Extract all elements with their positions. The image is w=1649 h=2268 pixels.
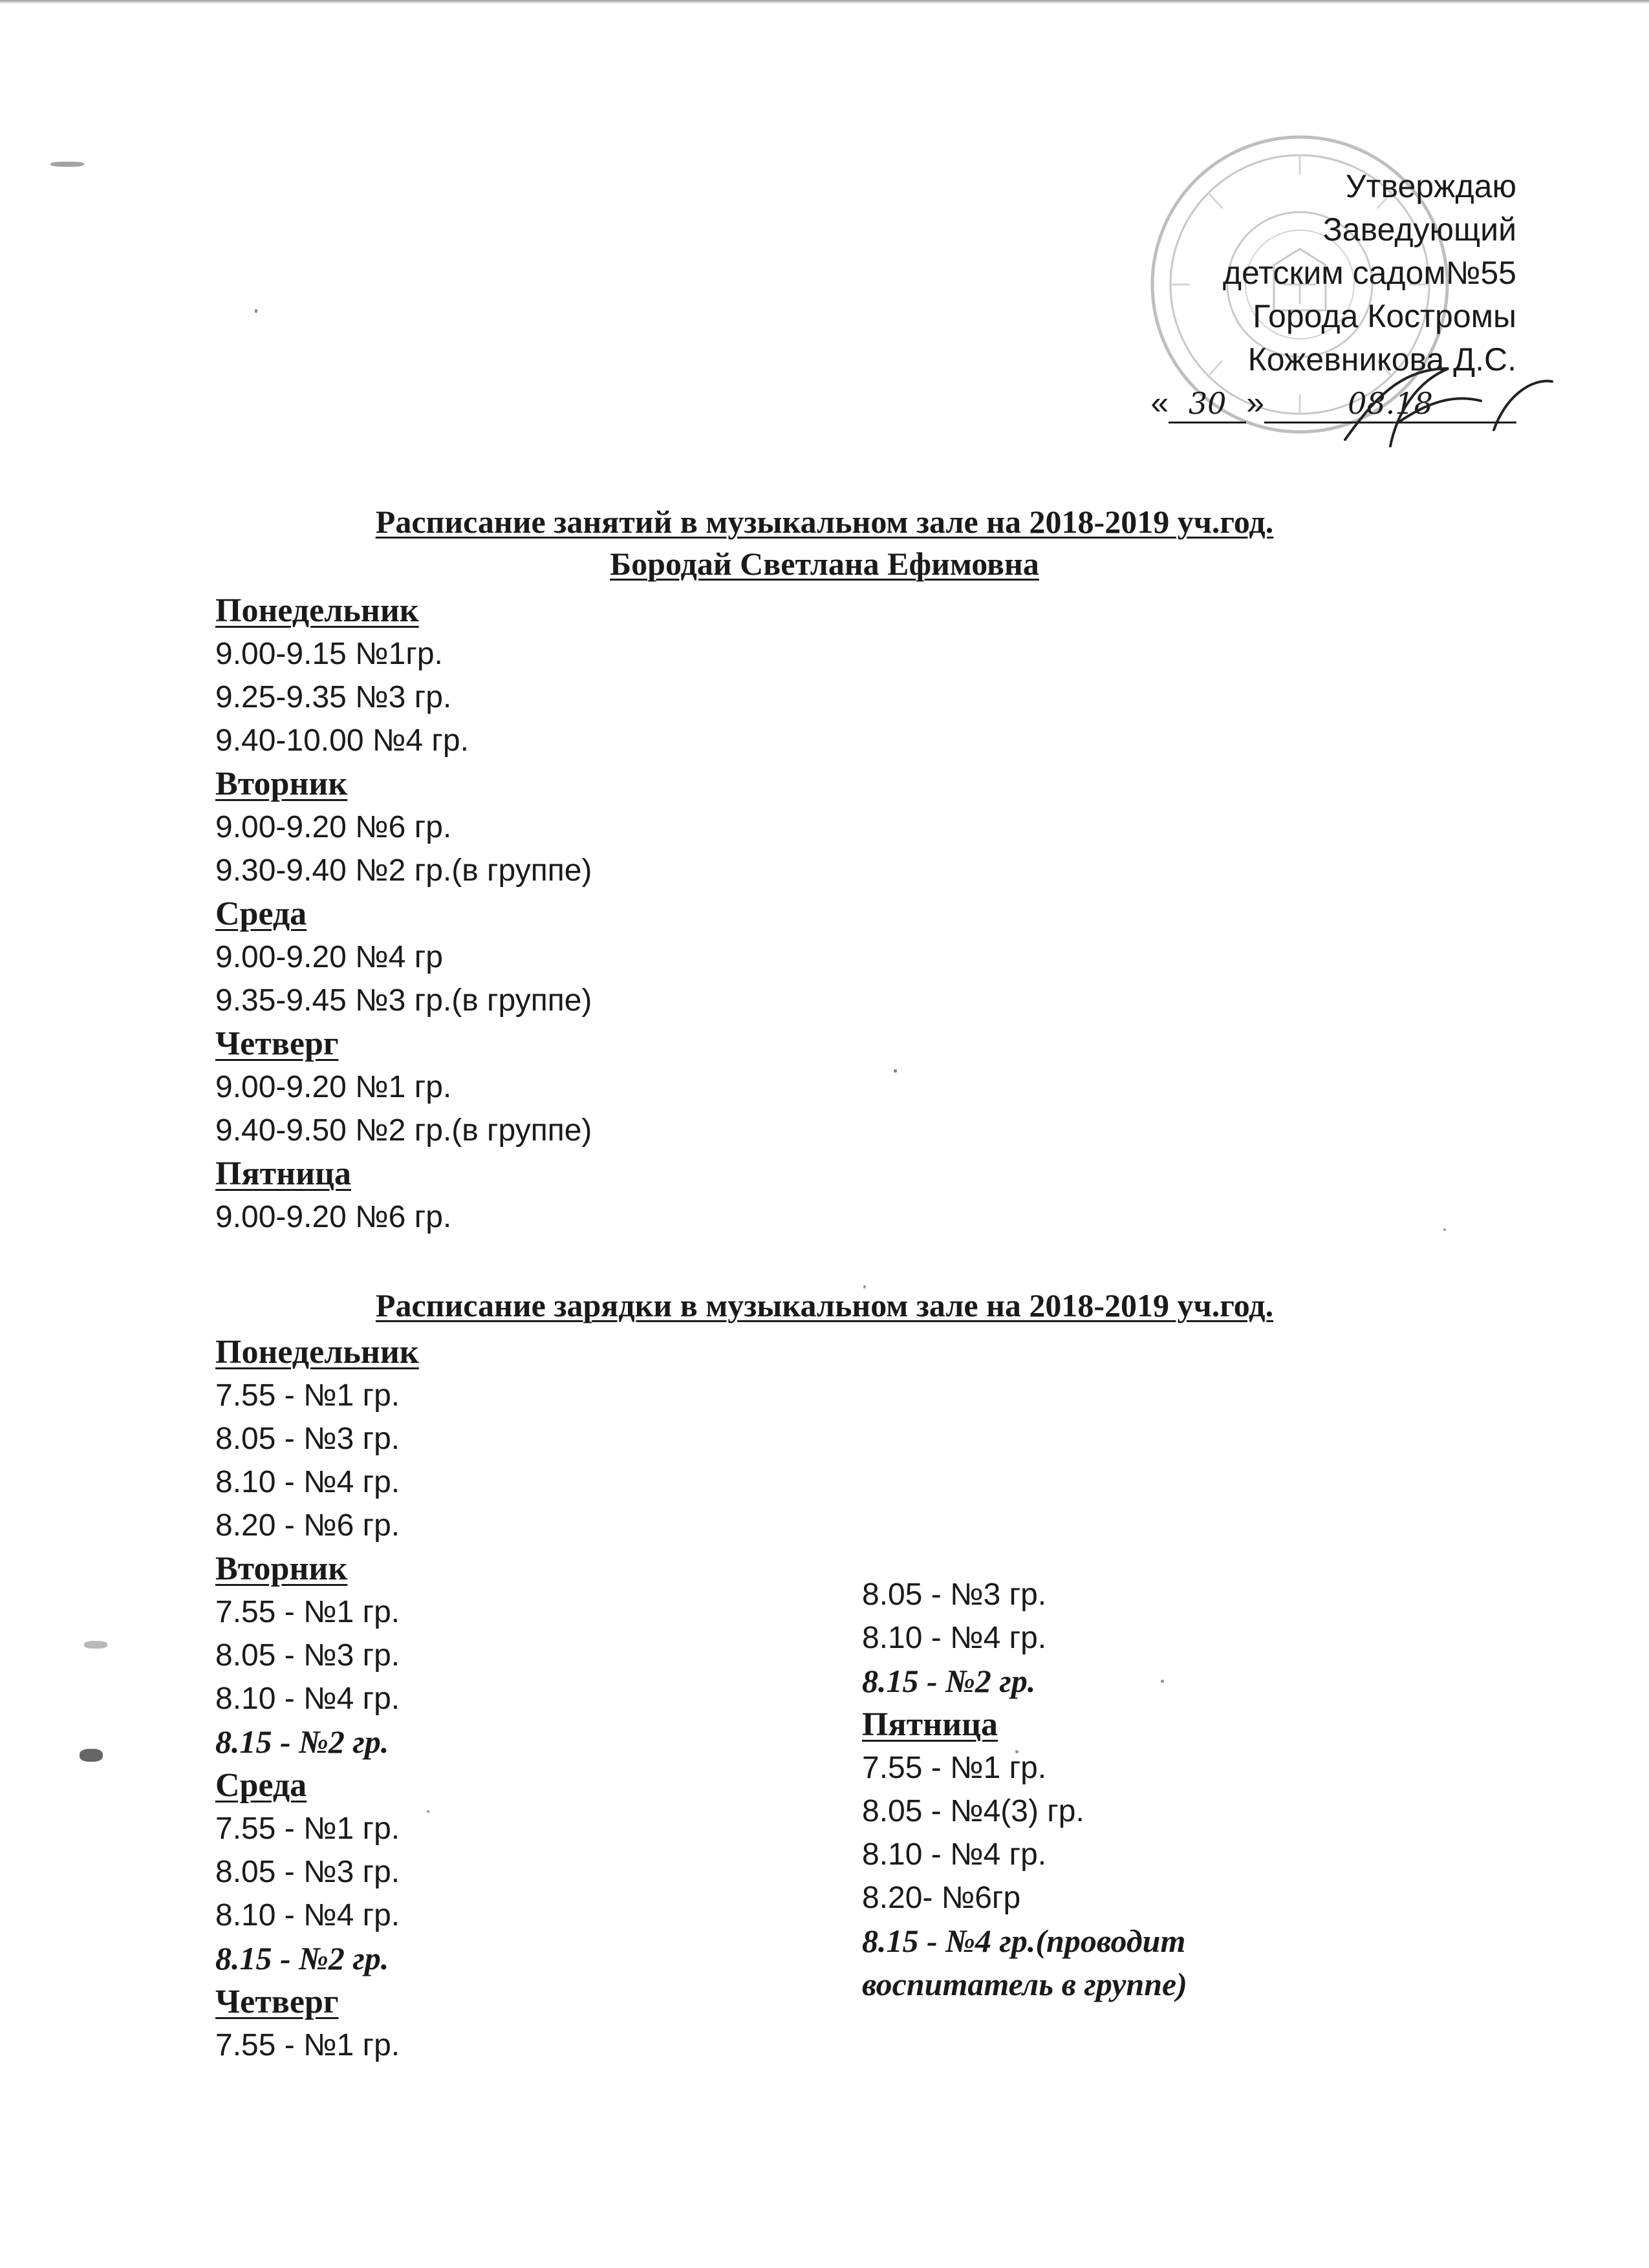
day-heading: Четверг bbox=[215, 1984, 339, 2020]
schedule-item: 9.35-9.45 №3 гр.(в группе) bbox=[215, 983, 592, 1018]
schedule-item: 8.20 - №6 гр. bbox=[215, 1508, 400, 1543]
scan-edge bbox=[0, 0, 1649, 4]
approval-line: детским садом№55 bbox=[1222, 255, 1516, 291]
schedule-item-emphasized: 8.15 - №2 гр. bbox=[862, 1663, 1036, 1699]
schedule-item: 9.00-9.20 №1 гр. bbox=[215, 1070, 452, 1104]
schedule-item: 8.10 - №4 гр. bbox=[215, 1465, 400, 1499]
date-quote-close: » bbox=[1246, 385, 1264, 421]
date-quote-open: « bbox=[1150, 385, 1169, 421]
schedule-item: 9.40-9.50 №2 гр.(в группе) bbox=[215, 1113, 592, 1148]
schedule-item: 9.25-9.35 №3 гр. bbox=[215, 680, 452, 714]
day-heading: Пятница bbox=[215, 1155, 352, 1192]
scan-speck bbox=[427, 1810, 429, 1813]
schedule-item: 8.10 - №4 гр. bbox=[862, 1837, 1047, 1872]
exercise-title: Расписание зарядки в музыкальном зале на 2018-2019 уч.год. bbox=[375, 1287, 1274, 1323]
scan-speck bbox=[894, 1069, 897, 1073]
schedule-item: 8.10 - №4 гр. bbox=[215, 1898, 400, 1932]
schedule-item: 9.40-10.00 №4 гр. bbox=[215, 723, 469, 758]
scan-speck bbox=[84, 1641, 107, 1649]
day-heading: Среда bbox=[215, 1767, 307, 1804]
schedule-item: 7.55 - №1 гр. bbox=[215, 1595, 400, 1629]
schedule-item: 9.00-9.20 №4 гр bbox=[215, 940, 443, 974]
exercise-schedule-left bbox=[215, 1331, 419, 2067]
scan-speck bbox=[50, 162, 84, 167]
day-heading: Понедельник bbox=[215, 592, 419, 629]
schedule-item: 8.05 - №3 гр. bbox=[862, 1578, 1047, 1612]
day-heading: Вторник bbox=[215, 1550, 348, 1587]
schedule-item: 9.00-9.15 №1гр. bbox=[215, 637, 443, 671]
approval-line: Заведующий bbox=[1322, 211, 1516, 248]
schedule-item: 8.20- №6гр bbox=[862, 1881, 1021, 1915]
schedule-item: 7.55 - №1 гр. bbox=[862, 1751, 1047, 1785]
scan-speck bbox=[80, 1749, 103, 1762]
schedule-note: 8.15 - №4 гр.(проводит bbox=[862, 1923, 1186, 1959]
schedule-note: воспитатель в группе) bbox=[862, 1966, 1187, 2002]
schedule-item-emphasized: 8.15 - №2 гр. bbox=[215, 1940, 389, 1976]
day-heading: Среда bbox=[215, 895, 307, 932]
schedule-item-emphasized: 8.15 - №2 гр. bbox=[215, 1724, 389, 1760]
exercise-schedule-right bbox=[862, 1573, 1187, 2006]
day-heading: Четверг bbox=[215, 1025, 339, 1062]
approval-line: Кожевникова Д.С. bbox=[1247, 341, 1516, 378]
classes-schedule bbox=[215, 589, 592, 1239]
schedule-item: 9.00-9.20 №6 гр. bbox=[215, 1200, 452, 1234]
approval-line: Утверждаю bbox=[1345, 168, 1516, 204]
schedule-item: 8.05 - №3 гр. bbox=[215, 1855, 400, 1889]
schedule-item: 8.10 - №4 гр. bbox=[862, 1621, 1047, 1655]
day-heading: Вторник bbox=[215, 765, 348, 802]
schedule-item: 8.05 - №3 гр. bbox=[215, 1638, 400, 1673]
signature bbox=[1300, 356, 1610, 472]
scan-speck bbox=[255, 309, 257, 313]
schedule-item: 7.55 - №1 гр. bbox=[215, 2028, 400, 2062]
scan-speck bbox=[1443, 1228, 1446, 1231]
schedule-item: 7.55 - №1 гр. bbox=[215, 1378, 400, 1413]
teacher-name: Бородай Светлана Ефимовна bbox=[610, 546, 1039, 582]
schedule-item: 8.10 - №4 гр. bbox=[215, 1682, 400, 1716]
date-month-year: 08.18 bbox=[1264, 385, 1516, 423]
day-heading: Пятница bbox=[862, 1706, 998, 1743]
classes-title: Расписание занятий в музыкальном зале на 2018-2019 уч.год. bbox=[375, 504, 1274, 540]
day-heading: Понедельник bbox=[215, 1334, 419, 1371]
schedule-item: 9.00-9.20 №6 гр. bbox=[215, 810, 452, 844]
schedule-item: 8.05 - №4(3) гр. bbox=[862, 1794, 1084, 1828]
schedule-item: 9.30-9.40 №2 гр.(в группе) bbox=[215, 853, 592, 888]
schedule-item: 8.05 - №3 гр. bbox=[215, 1422, 400, 1456]
date-day: 30 bbox=[1169, 385, 1246, 423]
schedule-item: 7.55 - №1 гр. bbox=[215, 1812, 400, 1846]
approval-line: Города Костромы bbox=[1253, 298, 1516, 334]
